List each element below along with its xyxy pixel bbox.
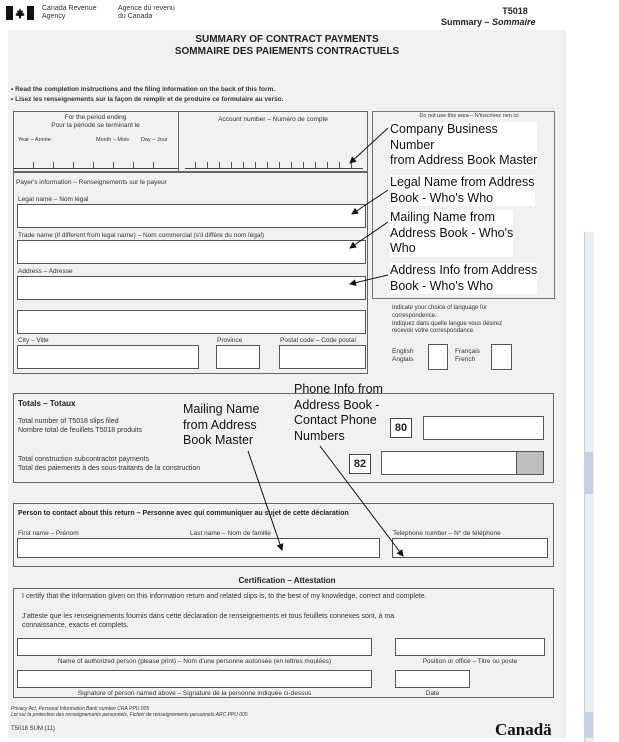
- form-code: T5018: [502, 6, 528, 16]
- slips-code-80: 80: [390, 418, 412, 438]
- do-not-use-label: Do not use this area – N'inscrivez rien ici: [419, 113, 519, 119]
- annotation-phone-info: Phone Info from Address Book - Contact Phone Numbers: [294, 382, 383, 443]
- contact-title: Person to contact about this return – Personne avec qui communiquer au sujet de cette déclaration: [18, 510, 349, 517]
- account-number-label: Account number – Numéro de compte: [218, 116, 328, 123]
- city-label: City – Ville: [18, 337, 49, 344]
- canada-wordmark: Canadä: [495, 720, 552, 739]
- authorized-name-label: Name of authorized person (please print) – Nom d'une personne autorisée (en lettres moulées): [57, 658, 332, 665]
- annotation-legal-name: Legal Name from Address Book - Who's Who: [390, 175, 535, 205]
- position-label: Position or office – Titre ou poste: [422, 658, 518, 665]
- form-id: T5018 SUM (11): [11, 726, 55, 732]
- last-name-label: Last name – Nom de famille: [190, 530, 271, 537]
- language-instructions: Indicate your choice of language for correspondence. Indiquez dans quelle langue vous désirez recevoir votre correspondance.: [392, 305, 503, 335]
- telephone-label: Telephone number – N° de téléphone: [393, 530, 501, 537]
- annotation-address-info: Address Info from Address Book - Who's Who: [390, 263, 538, 293]
- annotation-company-bn: Company Business Number from Address Book Master: [390, 122, 538, 167]
- slips-label: Total number of T5018 slips filed Nombre total de feuillets T5018 produits: [18, 418, 142, 434]
- date-label: Date: [425, 690, 440, 697]
- period-label: For the period ending Pour la période se terminant le: [51, 114, 140, 129]
- arrow-company-bn: [350, 128, 388, 163]
- postal-code-label: Postal code – Code postal: [280, 337, 356, 344]
- privacy-notice: Privacy Act, Personal Information Bank number CRA PPU 005 Loi sur la protection des renseignements personnels, Fichier de renseignements personnels ARC PPU 005: [11, 706, 248, 718]
- payments-code-82: 82: [349, 454, 371, 474]
- arrow-legal-name: [352, 190, 388, 214]
- payer-section-label: Payer's information – Renseignements sur le payeur: [16, 179, 167, 186]
- province-label: Province: [217, 337, 243, 344]
- signature-label: Signature of person named above – Signature de la personne indiquée ci-dessus: [77, 690, 312, 697]
- annotation-contact-mailing-name: Mailing Name from Address Book Master: [183, 402, 260, 447]
- arrow-contact-mailing-name: [248, 451, 282, 550]
- arrow-address-info: [350, 275, 388, 284]
- month-label: Month – Mois: [96, 137, 130, 143]
- legal-name-label: Legal name – Nom légal: [18, 196, 89, 203]
- instruction-en: • Read the completion instructions and the filing information on the back of this form.: [11, 86, 276, 93]
- address-label: Address – Adresse: [18, 268, 73, 275]
- agency-name-fr: Agence du revenu du Canada: [118, 5, 175, 21]
- french-label: Français French: [455, 348, 480, 364]
- certification-text-en: I certify that the information given on this information return and related slips is, to the best of my knowledge, correct and complete.: [22, 593, 427, 600]
- totals-title: Totals – Totaux: [18, 399, 76, 408]
- annotation-mailing-name: Mailing Name from Address Book - Who's Who: [390, 210, 514, 255]
- certification-text-fr: J'atteste que les renseignements fournis dans cette déclaration de renseignements et tous feuillets connexes sont, à ma connaissance, exacts et complets.: [22, 613, 395, 630]
- instruction-fr: • Lisez les renseignements sur la façon de remplir et de produire ce formulaire au verso.: [11, 96, 284, 103]
- trade-name-label: Trade name (if different from legal name) – Nom commercial (s'il diffère du nom légal): [18, 232, 265, 239]
- year-label: Year – Année: [18, 137, 51, 143]
- first-name-label: First name – Prénom: [18, 530, 79, 537]
- arrow-mailing-name: [350, 222, 388, 248]
- agency-name-en: Canada Revenue Agency: [42, 5, 97, 21]
- page-title: SUMMARY OF CONTRACT PAYMENTS SOMMAIRE DES PAIEMENTS CONTRACTUELS: [174, 34, 400, 57]
- arrow-phone-info: [320, 446, 403, 556]
- summary-label: Summary – Sommaire: [441, 17, 536, 27]
- payments-label: Total construction subcontractor payments Total des paiements à des sous-traitants de la construction: [18, 456, 201, 472]
- certification-title: Certification – Attestation: [238, 576, 336, 585]
- english-label: English Anglais: [392, 348, 414, 364]
- day-label: Day – Jour: [141, 137, 168, 143]
